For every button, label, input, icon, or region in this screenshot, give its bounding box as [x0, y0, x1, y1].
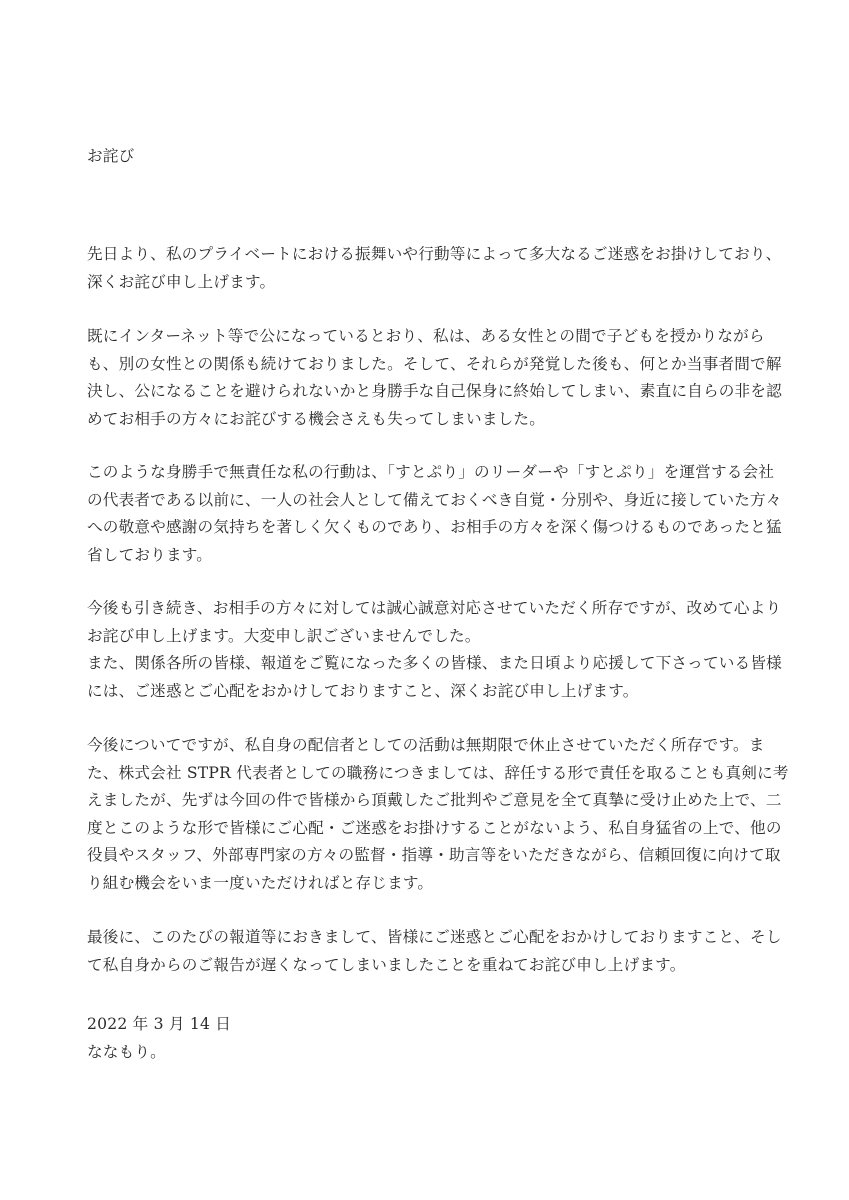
paragraph-3-line-3: への敬意や感謝の気持ちを著しく欠くものであり、お相手の方々を深く傷つけるものであったと猛 [87, 518, 782, 536]
paragraph-2-line-4: めてお相手の方々にお詫びする機会さえも失ってしまいました。 [87, 410, 546, 428]
paragraph-3-line-1: このような身勝手で無責任な私の行動は、「すとぷり」のリーダーや「すとぷり」を運営する会社 [87, 463, 775, 481]
paragraph-5-line-4: 度とこのような形で皆様にご心配・ご迷惑をお掛けすることがないよう、私自身猛省の上で、他の [87, 819, 782, 837]
paragraph-6-line-1: 最後に、このたびの報道等におきまして、皆様にご迷惑とご心配をおかけしておりますこと、そし [87, 928, 782, 946]
paragraph-2-line-3: 決し、公になることを避けられないかと身勝手な自己保身に終始してしまい、素直に自らの非を認 [87, 382, 782, 400]
paragraph-5-line-2: た、株式会社 STPR 代表者としての職務につきましては、辞任する形で責任を取ることも真剣に考 [87, 764, 789, 782]
document-title: お詫び [87, 147, 135, 165]
paragraph-3-line-4: 省しております。 [87, 546, 213, 564]
paragraph-4-line-1: 今後も引き続き、お相手の方々に対しては誠心誠意対応させていただく所存ですが、改めて心より [87, 599, 782, 617]
paragraph-5-line-5: 役員やスタッフ、外部専門家の方々の監督・指導・助言等をいただきながら、信頼回復に向けて取 [87, 846, 781, 864]
paragraph-5-line-1: 今後についてですが、私自身の配信者としての活動は無期限で休止させていただく所存です。ま [87, 736, 765, 754]
paragraph-5-line-6: り組む機会をいま一度いただければと存じます。 [87, 874, 434, 892]
paragraph-6-line-2: て私自身からのご報告が遅くなってしまいましたことを重ねてお詫び申し上げます。 [87, 956, 686, 974]
document-signature: ななもり。 [87, 1043, 166, 1061]
paragraph-4-line-3: また、関係各所の皆様、報道をご覧になった多くの皆様、また日頃より応援して下さっている皆様 [87, 654, 782, 672]
paragraph-4-line-2: お詫び申し上げます。大変申し訳ございませんでした。 [87, 627, 481, 645]
paragraph-1-line-2: 深くお詫び申し上げます。 [87, 273, 276, 291]
document-date: 2022 年 3 月 14 日 [87, 1015, 232, 1033]
paragraph-5-line-3: えましたが、先ずは今回の件で皆様から頂戴したご批判やご意見を全て真摯に受け止めた上で、二 [87, 791, 782, 809]
paragraph-4-line-4: には、ご迷惑とご心配をおかけしておりますこと、深くお詫び申し上げます。 [87, 682, 639, 700]
paragraph-3-line-2: の代表者である以前に、一人の社会人として備えておくべき自覚・分別や、身近に接していた方々 [87, 491, 782, 509]
paragraph-2-line-1: 既にインターネット等で公になっているとおり、私は、ある女性との間で子どもを授かりながら [87, 327, 765, 345]
paragraph-2-line-2: も、別の女性との関係も続けておりました。そして、それらが発覚した後も、何とか当事者間で解 [87, 355, 782, 373]
paragraph-1-line-1: 先日より、私のプライベートにおける振舞いや行動等によって多大なるご迷惑をお掛けしており、 [87, 245, 782, 263]
